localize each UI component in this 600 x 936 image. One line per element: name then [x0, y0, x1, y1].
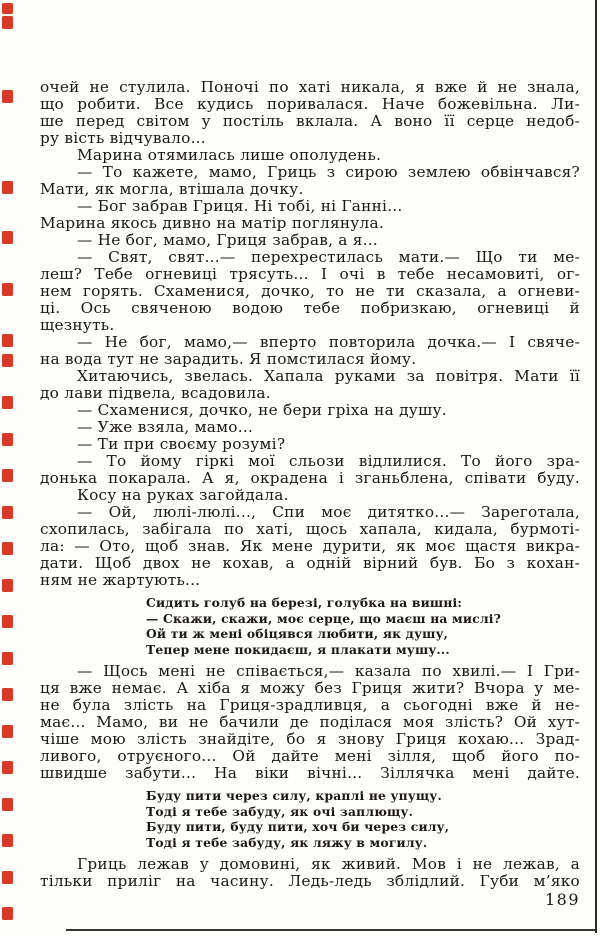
text-line: — То кажете, мамо, Гриць з сирою землею обвінчався?: [77, 163, 580, 181]
page-edge-mark: [2, 506, 13, 519]
page-edge-mark: [2, 283, 13, 296]
text-line: не була злість на Гриця-зрадливця, а сьогодні вже й не-: [40, 696, 580, 714]
text-line: — Бог забрав Гриця. Ні тобі, ні Ганні...: [77, 197, 403, 215]
text-line: — Свят, свят...— перехрестилась мати.— Що ти ме-: [77, 248, 580, 266]
text-line: щезнуть.: [40, 316, 115, 334]
verse-block: [40, 788, 580, 850]
text-line: ла: — Ото, щоб знав. Як мене дурити, як моє щастя викра-: [40, 537, 580, 555]
verse-line: Тепер мене покидаєш, я плакати мушу...: [146, 641, 450, 657]
text-line: — Ти при своєму розумі?: [77, 435, 286, 453]
text-line: ру вість відчувало...: [40, 129, 206, 147]
text-line: ням не жартують...: [40, 571, 201, 589]
text-line: — Щось мені не співається,— казала по хвилі.— І Гри-: [77, 662, 580, 680]
verse-line: Буду пити через силу, краплі не упущу.: [146, 788, 442, 803]
text-line: до лави підвела, всадовила.: [40, 384, 271, 402]
page-edge-mark: [2, 579, 13, 592]
page-edge-mark: [2, 181, 13, 194]
text-column: [40, 79, 580, 890]
page-edge-mark: [2, 334, 13, 347]
page-edge-mark: [2, 871, 13, 884]
text-line: на вода тут не зарадить. Я помстилася йому.: [40, 350, 417, 368]
text-line: Марина отямилась лише ополудень.: [77, 146, 382, 164]
page-edge-mark: [2, 433, 13, 446]
bottom-edge-line: [66, 929, 597, 931]
text-line: має... Мамо, ви не бачили де поділася моя злість? Ой хут-: [40, 713, 580, 731]
page-edge-mark: [2, 615, 13, 628]
verse-block: [40, 595, 580, 657]
text-line: ливого, отруєного... Ой дайте мені зілля, щоб його по-: [40, 747, 580, 765]
page-edge-mark: [2, 396, 13, 409]
text-line: ця вже немає. А хіба я можу без Гриця жити? Вчора у ме-: [40, 679, 580, 697]
text-line: Марина якось дивно на матір поглянула.: [40, 214, 385, 232]
text-line: чіше мою злість знайдіте, бо я знову Гриця кохаю... Зрад-: [40, 730, 580, 748]
page-edge-mark: [2, 798, 13, 811]
text-line: швидше забути... На віки вічні... Зіллячка мені дайте.: [40, 764, 580, 782]
text-line: Мати, як могла, втішала дочку.: [40, 180, 304, 198]
text-line: — Ой, люлі-люлі..., Спи моє дитятко...— Зареготала,: [77, 503, 580, 521]
page-edge-mark: [2, 16, 13, 29]
text-line: — Не бог, мамо,— вперто повторила дочка.— І свяче-: [77, 333, 580, 351]
verse-line: Тоді я тебе забуду, як ляжу в могилу.: [146, 834, 428, 850]
page-edge-mark: [2, 3, 13, 14]
page-number: 189: [544, 890, 580, 909]
page-edge-mark: [2, 652, 13, 665]
page-edge-mark: [2, 725, 13, 738]
text-line: — Уже взяла, мамо...: [77, 418, 254, 436]
page-edge-mark: [2, 907, 13, 920]
text-line: — Схаменися, дочко, не бери гріха на душу.: [77, 401, 447, 419]
page-edge-mark: [2, 542, 13, 555]
text-line: донька покарала. А я, окрадена і зганьблена, співати буду.: [40, 469, 580, 487]
text-line: леш? Тебе огневиці трясуть... І очі в тебе несамовиті, ог-: [40, 265, 580, 283]
text-line: схопилась, забігала по хаті, щось хапала, кидала, бурмоті-: [40, 520, 580, 538]
page-edge-mark: [2, 231, 13, 244]
text-line: тільки приліг на часину. Ледь-ледь зблідлий. Губи м’яко: [40, 872, 580, 890]
text-line: нем горять. Схаменися, дочко, то не ти сказала, а огневи-: [40, 282, 580, 300]
text-line: ше перед світом у постіль вклала. А воно її серце недоб-: [40, 112, 580, 130]
page-edge-mark: [2, 688, 13, 701]
text-line: Косу на руках загойдала.: [77, 486, 289, 504]
page-edge-mark: [2, 90, 13, 103]
verse-line: Буду пити, буду пити, хоч би через силу,: [146, 819, 450, 834]
text-line: що робити. Все кудись поривалася. Наче божевільна. Ли-: [40, 95, 580, 113]
text-line: — Не бог, мамо, Гриця забрав, а я...: [77, 231, 379, 249]
right-edge-line: [595, 0, 597, 933]
verse-line: Сидить голуб на березі, голубка на вишні:: [146, 595, 463, 610]
verse-line: — Скажи, скажи, моє серце, що маєш на мислі?: [146, 610, 502, 626]
page-edge-mark: [2, 469, 13, 482]
text-line: очей не стулила. Поночі по хаті никала, я вже й не знала,: [40, 78, 580, 96]
page-edge-mark: [2, 834, 13, 847]
page-edge-mark: [2, 354, 13, 367]
page-edge-mark: [2, 761, 13, 774]
verse-line: Тоді я тебе забуду, як очі заплющу.: [146, 803, 414, 819]
text-line: ці. Ось свяченою водою тебе побризкаю, огневиці й: [40, 299, 580, 317]
text-line: дати. Щоб двох не кохав, а одній вірний був. Бо з кохан-: [40, 554, 580, 572]
text-line: Гриць лежав у домовині, як живий. Мов і не лежав, а: [77, 855, 580, 873]
text-line: — То йому гіркі мої сльози відлилися. То його зра-: [77, 452, 580, 470]
verse-line: Ой ти ж мені обіцявся любити, як душу,: [146, 626, 449, 641]
text-line: Хитаючись, звелась. Хапала руками за повітря. Мати її: [77, 367, 580, 385]
